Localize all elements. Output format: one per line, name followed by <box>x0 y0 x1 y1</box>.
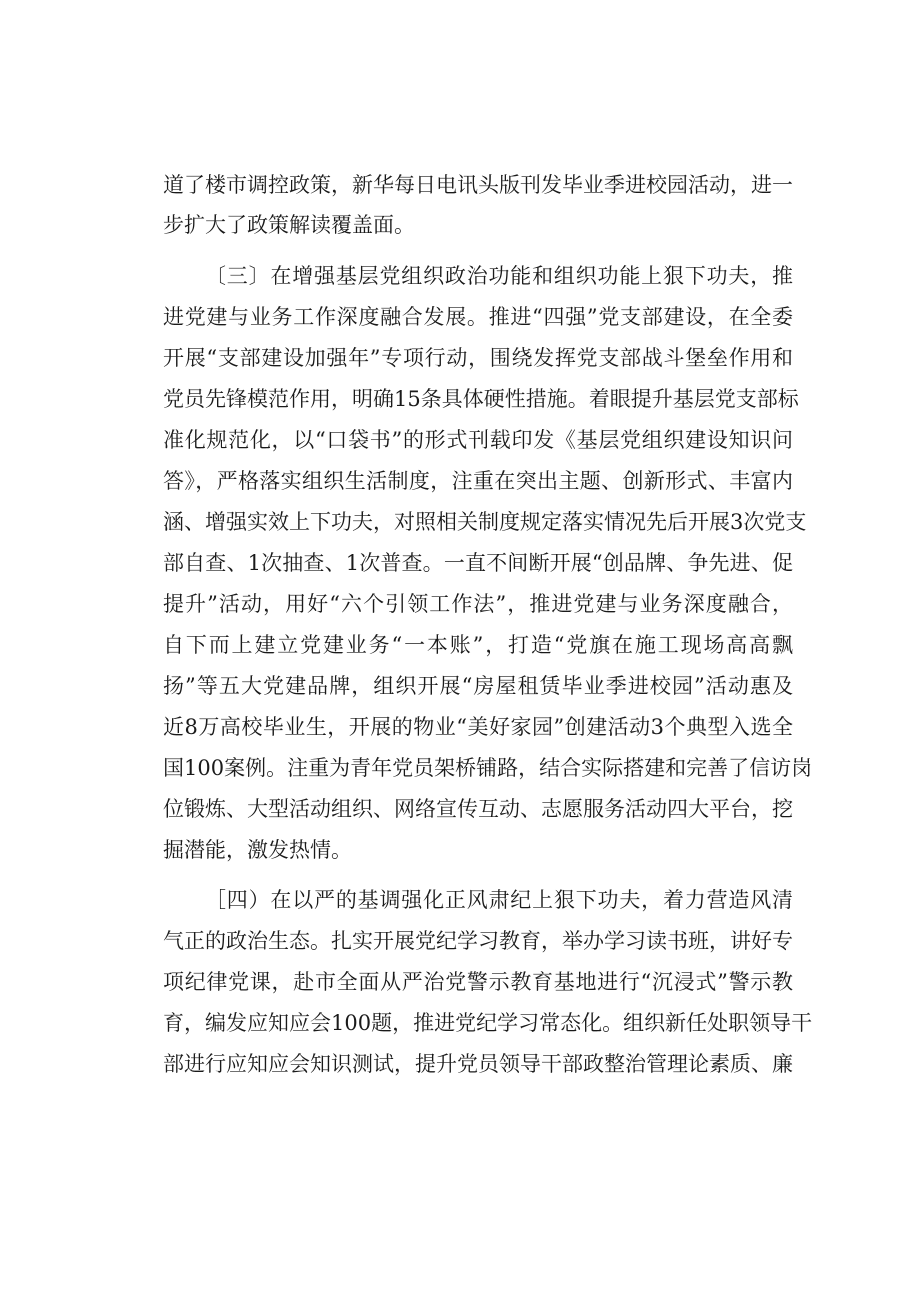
text-line: 涵、增强实效上下功夫，对照相关制度规定落实情况先后开展3次党支 <box>163 510 807 534</box>
text-line: 党员先锋模范作用，明确15条具体硬性措施。着眼提升基层党支部标 <box>163 387 799 411</box>
text-line: 育，编发应知应会100题，推进党纪学习常态化。组织新任处职领导干 <box>163 1011 813 1035</box>
text-line: ［四）在以严的基调强化正风肃纪上狠下功夫，着力营造风清 <box>205 888 793 912</box>
text-line: 部进行应知应会知识测试，提升党员领导干部政整治管理论素质、廉 <box>163 1052 793 1076</box>
text-line: 步扩大了政策解读覆盖面。 <box>163 213 415 237</box>
text-line: 〔三〕在增强基层党组织政治功能和组织功能上狠下功夫，推 <box>205 264 793 288</box>
text-line: 位锻炼、大型活动组织、网络宣传互动、志愿服务活动四大平台，挖 <box>163 797 793 821</box>
text-line: 部自查、1次抽查、1次普查。一直不间断开展“创品牌、争先进、促 <box>163 551 793 575</box>
text-line: 自下而上建立党建业务“一本账”，打造“党旗在施工现场高高飘 <box>163 633 793 657</box>
text-line: 扬”等五大党建品牌，组织开展“房屋租赁毕业季进校园”活动惠及 <box>163 674 793 698</box>
text-line: 准化规范化，以“口袋书”的形式刊载印发《基层党组织建设知识问 <box>163 428 793 452</box>
text-line: 开展“支部建设加强年”专项行动，围绕发挥党支部战斗堡垒作用和 <box>163 346 793 370</box>
text-line: 近8万高校毕业生，开展的物业“美好家园”创建活动3个典型入选全 <box>163 715 793 739</box>
text-line: 答》，严格落实组织生活制度，注重在突出主题、创新形式、丰富内 <box>163 469 793 493</box>
text-line: 掘潜能，激发热情。 <box>163 838 352 862</box>
text-line: 气正的政治生态。扎实开展党纪学习教育，举办学习读书班，讲好专 <box>163 929 793 953</box>
text-line: 进党建与业务工作深度融合发展。推进“四强”党支部建设，在全委 <box>163 305 793 329</box>
text-line: 提升”活动，用好“六个引领工作法”，推进党建与业务深度融合， <box>163 592 793 616</box>
text-line: 国100案例。注重为青年党员架桥铺路，结合实际搭建和完善了信访岗 <box>163 756 813 780</box>
text-line: 项纪律党课，赴市全面从严治党警示教育基地进行“沉浸式”警示教 <box>163 970 793 994</box>
text-line: 道了楼市调控政策，新华每日电讯头版刊发毕业季进校园活动，进一 <box>163 173 793 197</box>
